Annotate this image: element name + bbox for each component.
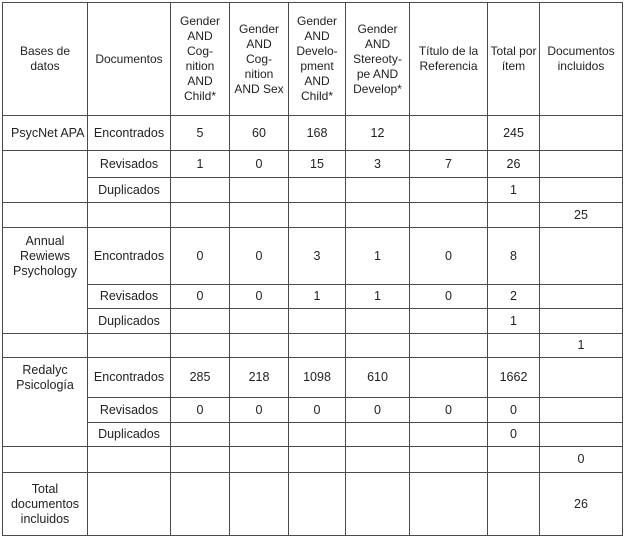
cell-total: 1662 [499,370,528,384]
cell-value: 0 [255,402,263,417]
row-label: Encontrados [93,370,165,384]
cell-value: 610 [367,370,388,384]
cell-value: 12 [370,125,385,140]
cell-value: 3 [374,156,381,171]
row-label: Revisados [99,289,159,303]
cell-total: 245 [503,125,524,140]
cell-value: 1 [374,289,381,303]
header-query-1: Gender AND Cog-nition AND Child* [179,14,221,103]
header-incluidos: Documentos incluidos [547,44,615,73]
database-name: Annual Rewiews Psychology [13,233,77,278]
cell-value [410,358,487,397]
cell-value: 0 [445,402,452,417]
cell-value: 0 [255,289,263,303]
cell-value: 5 [196,125,204,140]
cell-value: 0 [255,248,263,263]
header-query-2: Gender AND Cog-nition AND Sex [234,21,284,96]
cell-value: 0 [445,289,452,303]
cell-incluidos: 1 [577,338,585,352]
cell-value: 1 [313,289,321,303]
cell-value: 168 [306,125,328,140]
cell-value [410,116,487,150]
database-name: Redalyc Psicología [16,362,74,392]
row-label: Encontrados [93,248,165,263]
cell-total: 8 [510,248,517,263]
cell-total: 26 [506,156,521,171]
cell-value: 3 [313,248,321,263]
cell-value: 0 [196,248,204,263]
cell-value: 1 [196,156,204,171]
database-name: PsycNet APA [11,125,85,140]
row-label: Revisados [99,402,159,417]
header-titulo: Título de la Referencia [418,44,479,73]
cell-value: 60 [252,125,266,140]
cell-value: 1098 [303,370,331,384]
header-bases: Bases de datos [19,44,71,73]
cell-value: 0 [255,156,263,171]
cell-value: 0 [374,402,381,417]
header-total: Total por ítem [490,44,537,73]
row-label: Duplicados [98,182,160,197]
cell-value: 0 [196,402,204,417]
cell-total: 0 [510,402,517,417]
cell-incluidos: 0 [577,452,585,466]
cell-value: 0 [445,248,452,263]
cell-total: 1 [510,182,517,197]
cell-value: 15 [310,156,324,171]
cell-value: 0 [313,402,321,417]
cell-value: 0 [196,289,204,303]
header-documentos: Documentos [95,51,163,66]
cell-value: 1 [374,248,381,263]
total-value: 26 [574,496,588,511]
cell-total: 0 [510,427,517,441]
header-query-4: Gender AND Stereoty-pe AND Develop* [353,21,402,96]
row-label: Duplicados [98,427,160,441]
cell-incluidos: 25 [574,207,588,222]
results-table [2,2,623,536]
total-label: Total documentos incluidos [10,481,80,526]
cell-value: 218 [248,370,270,384]
cell-total: 1 [510,313,517,328]
row-label: Duplicados [98,313,160,328]
row-label: Revisados [99,156,159,171]
row-label: Encontrados [93,125,165,140]
cell-value: 285 [189,370,211,384]
cell-value: 7 [445,156,452,171]
header-query-3: Gender AND Develo-pment AND Child* [296,14,338,103]
cell-total: 2 [510,289,517,303]
